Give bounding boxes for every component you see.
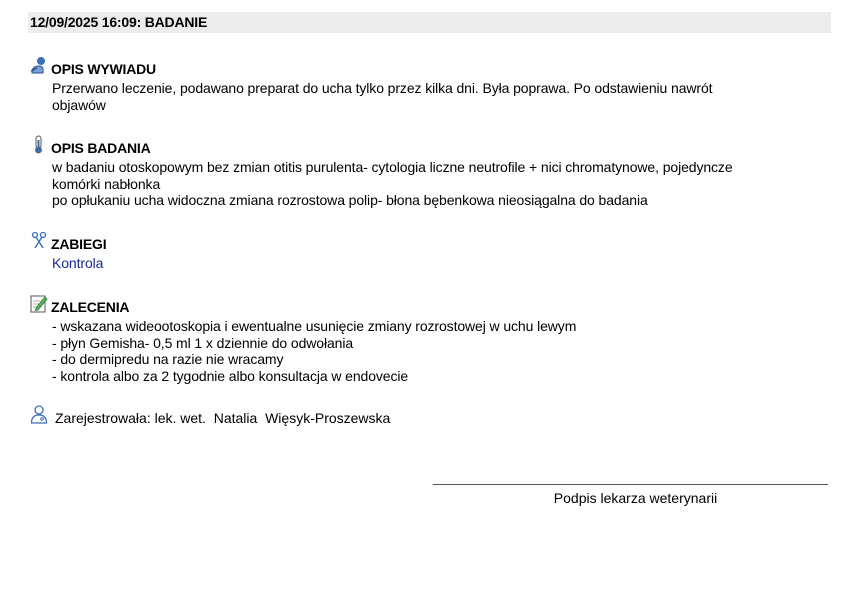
notepad-icon [30, 294, 48, 314]
thermometer-icon [30, 135, 48, 155]
section-title: ZABIEGI [51, 236, 107, 252]
text-line: komórki nabłonka [52, 175, 161, 192]
text-line: - kontrola albo za 2 tygodnie albo konsultacja w endovecie [52, 367, 409, 384]
doctor-icon [30, 404, 48, 424]
registered-by-text: Zarejestrowała: lek. wet. Natalia Więsyk-Proszewska [55, 410, 391, 426]
text-line: w badaniu otoskopowym bez zmian otitis purulenta- cytologia liczne neutrofile + nici chromatynowe, pojedyncze [52, 159, 733, 175]
section-interview [30, 60, 820, 113]
interview-icon [30, 56, 48, 76]
text-line: - do dermipredu na razie nie wracamy [52, 351, 284, 367]
section-body [52, 80, 820, 113]
registration-line [30, 404, 530, 426]
text-line: Przerwano leczenie, podawano preparat do ucha tylko przez kilka dni. Była poprawa. Po odstawieniu nawrót [52, 80, 713, 96]
section-body [52, 255, 820, 272]
section-examination [30, 139, 820, 209]
section-title: OPIS WYWIADU [51, 61, 156, 77]
section-body [52, 159, 820, 209]
section-procedures [30, 235, 820, 272]
procedure-icon [30, 231, 48, 251]
text-line: objawów [52, 96, 106, 113]
text-line: po opłukaniu ucha widoczna zmiana rozrostowa polip- błona bębenkowa nieosiągalna do badania [52, 192, 648, 208]
section-recommendations [30, 298, 820, 384]
procedure-item[interactable]: Kontrola [52, 255, 104, 271]
section-title: OPIS BADANIA [51, 140, 151, 156]
signature-line [433, 484, 828, 485]
section-title: ZALECENIA [51, 299, 130, 315]
text-line: - płyn Gemisha- 0,5 ml 1 x dziennie do odwołania [52, 334, 354, 351]
visit-header-title: 12/09/2025 16:09: BADANIE [30, 14, 208, 30]
signature-label: Podpis lekarza weterynarii [553, 490, 718, 506]
section-body [52, 318, 820, 384]
text-line: - wskazana wideootoskopia i ewentualne usunięcie zmiany rozrostowej w uchu lewym [52, 318, 577, 334]
